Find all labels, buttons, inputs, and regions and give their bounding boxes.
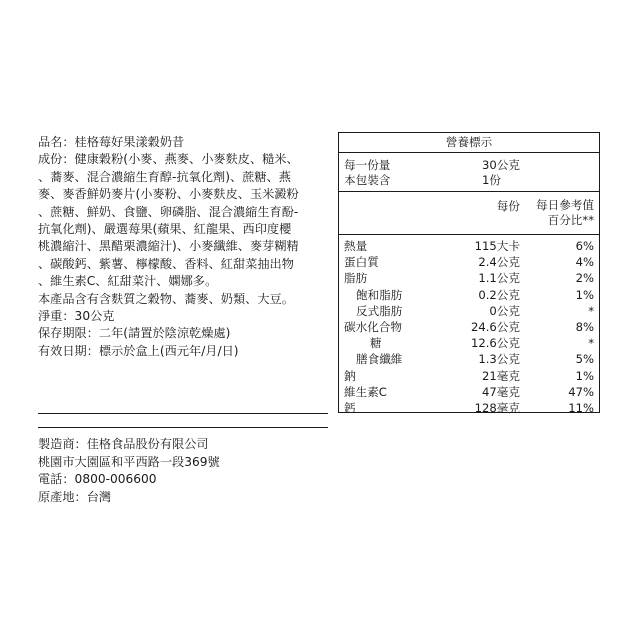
serving-size-label: 每一份量 bbox=[344, 158, 391, 172]
nutrition-title: 營養標示 bbox=[339, 133, 599, 153]
ingredients-line: 抗氧化劑)、嚴選莓果(蘋果、紅龍果、西印度櫻 bbox=[38, 222, 292, 237]
ingredients-line: 、碳酸鈣、紫薯、檸檬酸、香料、紅甜菜抽出物 bbox=[38, 256, 294, 271]
nutrient-row bbox=[339, 319, 599, 335]
nutrient-row bbox=[339, 384, 599, 400]
nutrient-amount: 21毫克 bbox=[482, 368, 520, 383]
nutrient-name: 熱量 bbox=[344, 239, 368, 253]
nutrient-rows bbox=[339, 235, 599, 416]
nutrient-amount: 2.4公克 bbox=[478, 255, 520, 270]
nutrient-row bbox=[339, 351, 599, 367]
nutrient-amount: 24.6公克 bbox=[470, 319, 520, 334]
divider-rule bbox=[38, 413, 328, 414]
nutrient-name: 鈉 bbox=[344, 368, 356, 383]
country-of-origin: 原產地：台灣 bbox=[38, 489, 112, 504]
nutrient-amount: 1.1公克 bbox=[478, 271, 520, 286]
nutrient-daily-value: * bbox=[588, 336, 594, 351]
nutrient-amount: 47毫克 bbox=[482, 384, 520, 399]
servings-per-package-label: 本包裝含 bbox=[344, 173, 391, 187]
nutrient-name: 維生素C bbox=[344, 384, 387, 399]
nutrition-facts-table bbox=[338, 132, 600, 413]
shelf-life: 保存期限：二年(請置於陰涼乾燥處) bbox=[38, 326, 231, 341]
nutrient-name: 糖 bbox=[370, 336, 382, 351]
nutrient-daily-value: 1% bbox=[575, 368, 594, 383]
nutrient-row bbox=[339, 238, 599, 254]
nutrient-daily-value: 47% bbox=[568, 384, 594, 399]
serving-info bbox=[339, 153, 599, 192]
product-name: 品名：桂格莓好果漾穀奶昔 bbox=[38, 135, 185, 149]
nutrient-amount: 115大卡 bbox=[474, 239, 520, 253]
nutrient-daily-value: * bbox=[588, 303, 594, 318]
nutrient-amount: 1.3公克 bbox=[478, 352, 520, 367]
divider-rule bbox=[38, 427, 328, 428]
nutrient-daily-value: 8% bbox=[575, 319, 594, 334]
nutrient-row bbox=[339, 335, 599, 351]
nutrient-amount: 128毫克 bbox=[474, 400, 520, 415]
nutrient-name: 鈣 bbox=[344, 400, 356, 415]
net-weight: 淨重：30公克 bbox=[38, 309, 115, 324]
serving-size-value: 30公克 bbox=[482, 158, 520, 172]
nutrient-name: 飽和脂肪 bbox=[356, 287, 403, 302]
nutrient-name: 膳食纖維 bbox=[356, 352, 403, 367]
nutrient-name: 碳水化合物 bbox=[344, 319, 402, 334]
nutrient-daily-value: 6% bbox=[575, 239, 594, 253]
nutrient-row bbox=[339, 270, 599, 286]
nutrient-name: 脂肪 bbox=[344, 271, 368, 286]
expiry-date: 有效日期：標示於盒上(西元年/月/日) bbox=[38, 343, 239, 358]
nutrient-amount: 12.6公克 bbox=[470, 336, 520, 351]
manufacturer-address: 桃園市大園區和平西路一段369號 bbox=[38, 454, 220, 469]
nutrient-daily-value: 11% bbox=[568, 400, 594, 415]
nutrient-daily-value: 1% bbox=[575, 287, 594, 302]
product-info-block bbox=[38, 134, 328, 360]
allergen-notice: 本產品含有含麩質之穀物、蕎麥、奶類、大豆。 bbox=[38, 291, 294, 306]
ingredients-line: 成份：健康穀粉(小麥、燕麥、小麥麩皮、糙米、 bbox=[38, 152, 299, 167]
daily-value-label-line2: 百分比** bbox=[547, 213, 594, 227]
nutrient-name: 反式脂肪 bbox=[356, 303, 403, 318]
ingredients-line: 、蕎麥、混合濃縮生育醇-抗氧化劑)、蔗糖、燕 bbox=[38, 169, 291, 184]
nutrient-row bbox=[339, 303, 599, 319]
nutrient-daily-value: 5% bbox=[575, 352, 594, 367]
per-serving-column-label: 每份 bbox=[496, 199, 520, 213]
nutrient-row bbox=[339, 287, 599, 303]
servings-per-package-value: 1份 bbox=[482, 173, 501, 187]
nutrient-row bbox=[339, 400, 599, 416]
ingredients-line: 、維生素C、紅甜菜汁、嫻娜多。 bbox=[38, 274, 218, 289]
manufacturer-block bbox=[38, 436, 220, 506]
nutrient-amount: 0公克 bbox=[489, 303, 520, 318]
ingredients-line: 桃濃縮汁、黑醋栗濃縮汁)、小麥纖維、麥芽糊精 bbox=[38, 239, 299, 254]
ingredients-line: 麥、麥香鮮奶麥片(小麥粉、小麥麩皮、玉米澱粉 bbox=[38, 187, 299, 202]
nutrient-amount: 0.2公克 bbox=[478, 287, 520, 302]
nutrient-daily-value: 4% bbox=[575, 255, 594, 270]
ingredients-line: 、蔗糖、鮮奶、食鹽、卵磷脂、混合濃縮生育酚- bbox=[38, 204, 299, 219]
daily-value-column-label bbox=[524, 198, 594, 228]
manufacturer-name: 製造商：佳格食品股份有限公司 bbox=[38, 437, 209, 451]
nutrient-name: 蛋白質 bbox=[344, 255, 379, 270]
daily-value-label-line1: 每日參考值 bbox=[536, 198, 594, 212]
nutrient-row bbox=[339, 368, 599, 384]
nutrient-daily-value: 2% bbox=[575, 271, 594, 286]
nutrient-row bbox=[339, 254, 599, 270]
nutrition-column-header bbox=[339, 192, 599, 235]
manufacturer-phone: 電話：0800-006600 bbox=[38, 472, 157, 486]
